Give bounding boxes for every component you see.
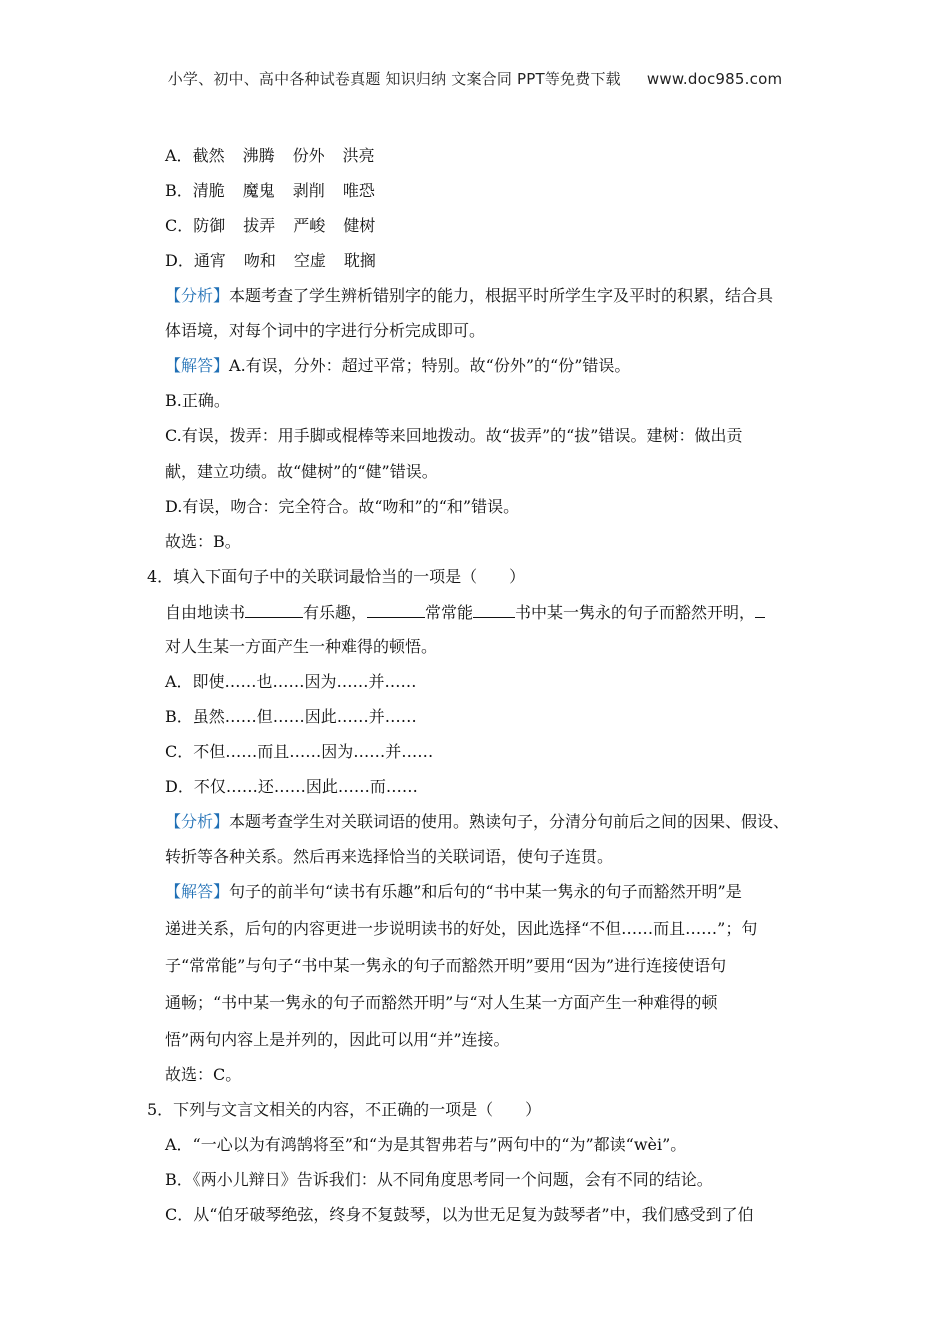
q5-option-a: A．“一心以为有鸿鹄将至”和“为是其智弗若与”两句中的“为”都读“wèi”。: [165, 1135, 687, 1154]
answer-tag: 【解答】: [165, 882, 230, 901]
q4-answer-line-3: 子“常常能”与句子“书中某一隽永的句子而豁然开明”要用“因为”进行连接使语句: [165, 956, 727, 975]
q4-option-c: C．不但……而且……因为……并……: [165, 742, 434, 761]
analysis-tag: 【分析】: [165, 812, 230, 831]
blank-4: [755, 601, 765, 618]
q3-analysis-line-2: 体语境，对每个词中的字进行分析完成即可。: [165, 321, 486, 340]
q3-answer-line-3: C.有误，拨弄：用手脚或棍棒等来回地拨动。故“拔弄”的“拔”错误。建树：做出贡: [165, 426, 743, 445]
q5-stem: 5．下列与文言文相关的内容，不正确的一项是（ ）: [147, 1100, 542, 1119]
q3-answer-line-4: 献，建立功绩。故“健树”的“健”错误。: [165, 462, 438, 481]
analysis-tag: 【分析】: [165, 286, 230, 305]
q3-option-c: C．防御 拔弄 严峻 健树: [165, 216, 376, 235]
q4-stem: 4．填入下面句子中的关联词最恰当的一项是（ ）: [147, 567, 526, 586]
q5-option-c: C．从“伯牙破琴绝弦，终身不复鼓琴，以为世无足复为鼓琴者”中，我们感受到了伯: [165, 1205, 754, 1224]
blank-3: [473, 601, 515, 618]
page-header: [0, 68, 950, 89]
q3-option-d: D．通宵 吻和 空虚 耽搁: [165, 251, 376, 270]
q4-analysis-line-2: 转折等各种关系。然后再来选择恰当的关联词语，使句子连贯。: [165, 847, 614, 866]
q3-option-b: B．清脆 魔鬼 剥削 唯恐: [165, 181, 375, 200]
q4-sentence-line-1: 自由地读书 有乐趣， 常常能 书中某一隽永的句子而豁然开明，: [165, 601, 765, 624]
blank-2: [367, 601, 425, 618]
header-text: 小学、初中、高中各种试卷真题 知识归纳 文案合同 PPT等免费下载: [167, 70, 621, 88]
q3-answer-line-2: B.正确。: [165, 391, 230, 410]
q3-analysis-line-1: 【分析】本题考查了学生辨析错别字的能力，根据平时所学生字及平时的积累，结合具: [165, 286, 774, 305]
q4-sentence-line-2: 对人生某一方面产生一种难得的顿悟。: [165, 637, 438, 656]
q4-option-b: B．虽然……但……因此……并……: [165, 707, 417, 726]
q4-answer-line-4: 通畅；“书中某一隽永的句子而豁然开明”与“对人生某一方面产生一种难得的顿: [165, 993, 718, 1012]
q4-option-a: A．即使……也……因为……并……: [165, 672, 417, 691]
q3-answer-line-5: D.有误，吻合：完全符合。故“吻和”的“和”错误。: [165, 497, 520, 516]
q5-option-b: B．《两小儿辩日》告诉我们：从不同角度思考同一个问题，会有不同的结论。: [165, 1170, 713, 1189]
answer-tag: 【解答】: [165, 356, 230, 375]
blank-1: [245, 601, 303, 618]
q4-analysis-line-1: 【分析】本题考查学生对关联词语的使用。熟读句子，分清分句前后之间的因果、假设、: [165, 812, 790, 831]
q3-answer-line-1: 【解答】A.有误，分外：超过平常；特别。故“份外”的“份”错误。: [165, 356, 631, 375]
q3-choice: 故选：B。: [165, 532, 241, 551]
header-site-link[interactable]: www.doc985.com: [646, 70, 783, 88]
q4-answer-line-2: 递进关系，后句的内容更进一步说明读书的好处，因此选择“不但……而且……”；句: [165, 919, 758, 938]
q4-option-d: D．不仅……还……因此……而……: [165, 777, 418, 796]
q4-answer-line-5: 悟”两句内容上是并列的，因此可以用“并”连接。: [165, 1030, 510, 1049]
q3-option-a: A．截然 沸腾 份外 洪亮: [165, 146, 375, 165]
q4-answer-line-1: 【解答】句子的前半句“读书有乐趣”和后句的“书中某一隽永的句子而豁然开明”是: [165, 882, 742, 901]
q4-choice: 故选：C。: [165, 1065, 242, 1084]
